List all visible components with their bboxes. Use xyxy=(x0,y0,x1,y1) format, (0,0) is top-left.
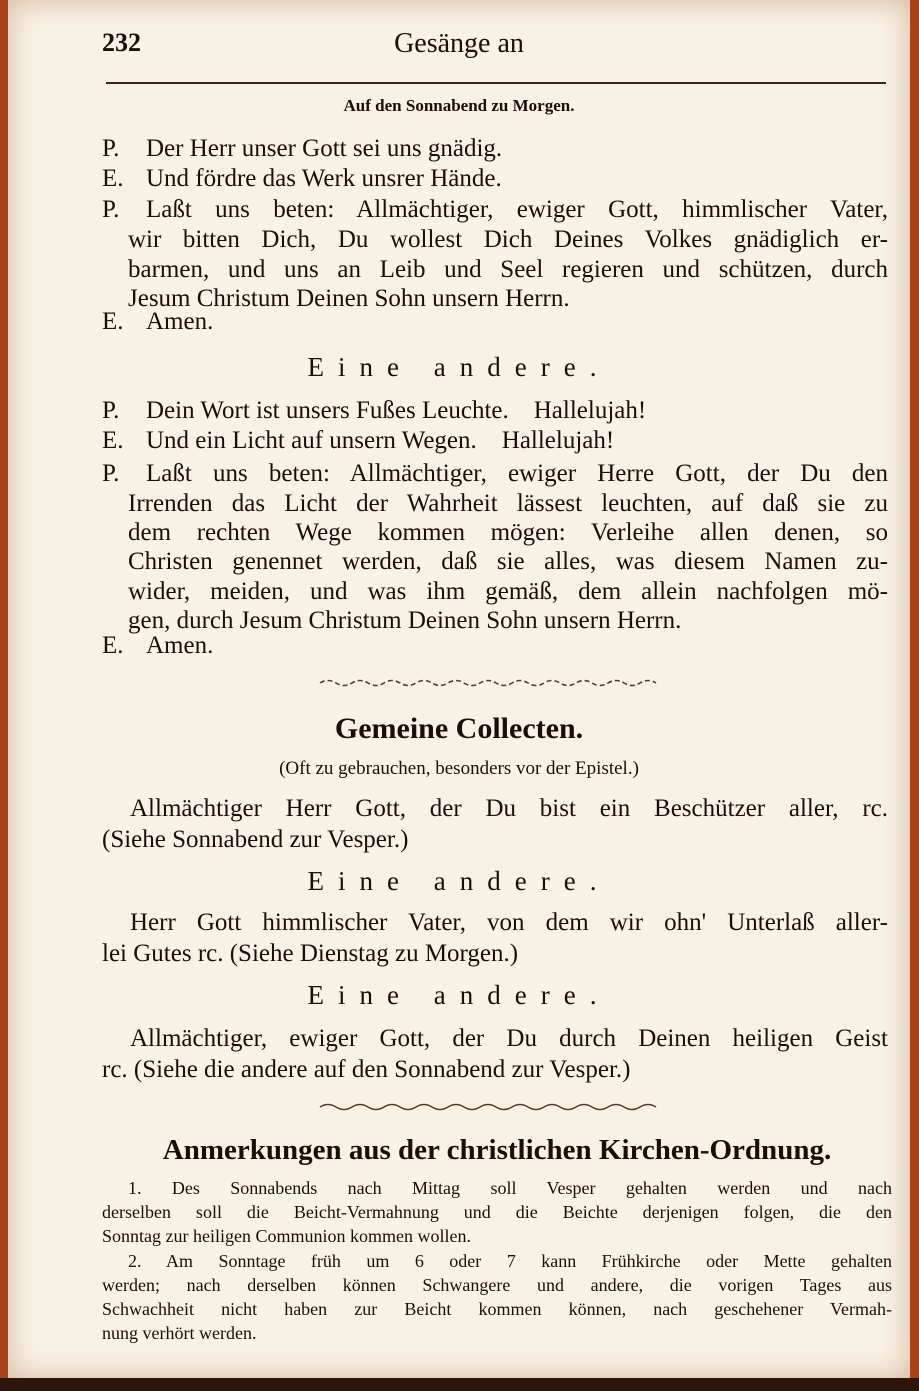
liturgy-text: dem rechten Wege kommen mögen: Verleihe allen denen, so xyxy=(128,519,888,546)
page-edge-shadow xyxy=(0,1378,919,1391)
liturgy-text: Amen. xyxy=(146,308,214,335)
section-title: Gemeine Collecten. xyxy=(334,712,584,745)
paragraph-line: (Siehe Sonnabend zur Vesper.) xyxy=(102,826,409,853)
liturgy-text: Amen. xyxy=(146,632,214,659)
notes-title: Anmerkungen aus der christlichen Kirchen-Ordnung. xyxy=(162,1134,832,1166)
liturgy-text: Und ein Licht auf unsern Wegen. Hallelujah! xyxy=(146,427,615,454)
note-line: werden; nach derselben können Schwangere und andere, die vorigen Tages aus xyxy=(102,1275,892,1295)
section-heading: Eine andere. xyxy=(307,980,611,1010)
collect-paragraph xyxy=(102,907,888,969)
speaker-label: E. xyxy=(102,308,124,335)
paragraph-line: Allmächtiger Herr Gott, der Du bist ein Beschützer aller, rc. xyxy=(130,795,888,822)
running-head: Gesänge an xyxy=(394,28,524,59)
liturgy-text: barmen, und uns an Leib und Seel regieren und schützen, durch xyxy=(128,256,888,283)
paragraph-line: Herr Gott himmlischer Vater, von dem wir ohn' Unterlaß aller- xyxy=(130,909,888,936)
note-line: 2. Am Sonntage früh um 6 oder 7 kann Frühkirche oder Mette gehalten xyxy=(128,1251,892,1271)
speaker-label: E. xyxy=(102,165,124,192)
liturgy-text: Laßt uns beten: Allmächtiger, ewiger Herre Gott, der Du den xyxy=(146,460,888,487)
speaker-label: P. xyxy=(102,460,120,487)
note-line: Sonntag zur heiligen Communion kommen wollen. xyxy=(102,1226,471,1246)
note-line: nung verhört werden. xyxy=(102,1323,257,1343)
speaker-label: E. xyxy=(102,427,124,454)
paragraph-line: Allmächtiger, ewiger Gott, der Du durch Deinen heiligen Geist xyxy=(130,1025,888,1052)
speaker-label: E. xyxy=(102,632,124,659)
note-item xyxy=(102,1176,892,1248)
speaker-label: P. xyxy=(102,397,120,424)
liturgy-text: Christen genennet werden, daß sie alles, was diesem Namen zu- xyxy=(128,548,888,575)
liturgy-text: wider, meiden, und was ihm gemäß, dem allein nachfolgen mö- xyxy=(128,578,888,605)
section-heading: Eine andere. xyxy=(307,352,611,382)
ornamental-divider xyxy=(318,678,668,688)
speaker-label: P. xyxy=(102,135,120,162)
collect-paragraph xyxy=(102,1023,888,1085)
liturgy-text: Laßt uns beten: Allmächtiger, ewiger Gott, himmlischer Vater, xyxy=(146,196,888,223)
speaker-label: P. xyxy=(102,196,120,223)
liturgy-text: Jesum Christum Deinen Sohn unsern Herrn. xyxy=(128,285,570,312)
liturgy-text: wir bitten Dich, Du wollest Dich Deines Volkes gnädiglich er- xyxy=(128,226,888,253)
note-item xyxy=(102,1249,892,1345)
liturgy-text: gen, durch Jesum Christum Deinen Sohn unsern Herrn. xyxy=(128,607,682,634)
paragraph-line: rc. (Siehe die andere auf den Sonnabend zur Vesper.) xyxy=(102,1056,631,1083)
section-note: (Oft zu gebrauchen, besonders vor der Epistel.) xyxy=(279,758,639,779)
note-line: Schwachheit nicht haben zur Beicht kommen können, nach geschehener Vermah- xyxy=(102,1299,892,1319)
header-rule xyxy=(106,82,886,84)
page-number: 232 xyxy=(102,28,141,57)
collect-paragraph xyxy=(102,793,888,855)
liturgy-text: Irrenden das Licht der Wahrheit lässest leuchten, auf daß sie zu xyxy=(128,490,888,517)
liturgy-text: Der Herr unser Gott sei uns gnädig. xyxy=(146,135,503,162)
ornamental-divider xyxy=(318,1102,668,1112)
book-page xyxy=(8,0,910,1378)
section-heading: Eine andere. xyxy=(307,866,611,896)
note-line: 1. Des Sonnabends nach Mittag soll Vesper gehalten werden und nach xyxy=(128,1178,892,1198)
paragraph-line: lei Gutes rc. (Siehe Dienstag zu Morgen.) xyxy=(102,940,519,967)
section-subhead: Auf den Sonnabend zu Morgen. xyxy=(343,96,575,115)
note-line: derselben soll die Beicht-Vermahnung und die Beichte derjenigen folgen, die den xyxy=(102,1202,892,1222)
liturgy-text: Und fördre das Werk unsrer Hände. xyxy=(146,165,502,192)
liturgy-text: Dein Wort ist unsers Fußes Leuchte. Hallelujah! xyxy=(146,397,647,424)
